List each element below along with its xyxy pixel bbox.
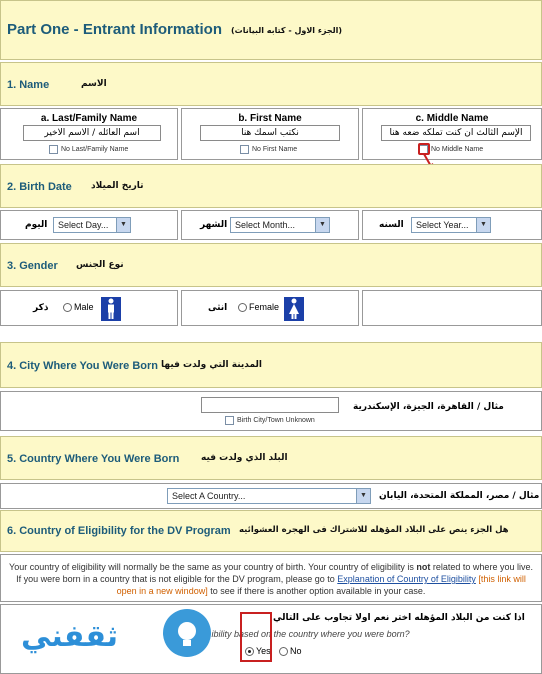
no-last-name-checkbox[interactable] — [49, 145, 58, 154]
city-section-header — [0, 342, 542, 388]
no-first-name-checkbox[interactable] — [240, 145, 249, 154]
day-select-value: Select Day... — [58, 220, 109, 230]
male-radio[interactable] — [63, 303, 72, 312]
gender-empty-cell — [362, 290, 542, 326]
birth-section-title: 2. Birth Date — [7, 181, 72, 193]
info-text-2: related to where you live. If you were born in a country that is not eligible for the DV program, please go to — [16, 562, 533, 584]
male-label: Male — [74, 302, 94, 312]
day-label: اليوم — [25, 220, 48, 230]
logo-text: ثقفني — [21, 619, 119, 654]
female-label: Female — [249, 302, 280, 312]
chevron-down-icon[interactable]: ▼ — [116, 218, 130, 232]
yes-label: Yes — [256, 646, 271, 656]
month-select[interactable] — [230, 217, 330, 233]
gender-section-title-arabic: نوع الجنس — [76, 260, 124, 270]
male-cell[interactable] — [0, 290, 178, 326]
middle-name-cell — [362, 108, 542, 160]
last-name-label: a. Last/Family Name — [40, 113, 138, 124]
eligibility-info — [0, 554, 542, 602]
first-name-label: b. First Name — [238, 113, 302, 124]
male-option[interactable] — [63, 302, 94, 312]
birth-country-select-value: Select A Country... — [172, 491, 246, 501]
birth-year-cell — [362, 210, 542, 240]
birth-city-unknown-label: Birth City/Town Unknown — [237, 417, 315, 424]
birth-day-cell — [0, 210, 178, 240]
site-logo — [15, 605, 215, 667]
last-name-input[interactable]: اسم العائله / الاسم الاخير — [23, 125, 161, 141]
eligibility-explanation-link[interactable]: Explanation of Country of Eligibility — [337, 574, 476, 584]
name-section-title: 1. Name — [7, 79, 50, 91]
no-middle-name-label: No Middle Name — [431, 146, 484, 153]
city-example-arabic: مثال / القاهرة، الجيزة، الإسكندرية — [353, 402, 504, 412]
name-section-header — [0, 62, 542, 106]
no-radio[interactable] — [279, 647, 288, 656]
year-select[interactable] — [411, 217, 491, 233]
birth-city-unknown-option[interactable] — [225, 416, 315, 425]
new-window-note: [this link will open in a new window] — [116, 574, 526, 596]
part-one-header — [0, 0, 542, 60]
no-option[interactable] — [279, 646, 302, 656]
no-label: No — [290, 646, 302, 656]
city-section-title: 4. City Where You Were Born — [7, 360, 158, 372]
city-cell — [0, 391, 542, 431]
female-option[interactable] — [238, 302, 279, 312]
chevron-down-icon[interactable]: ▼ — [356, 489, 370, 503]
country-example-arabic: مثال / مصر، المملكة المتحدة، اليابان — [379, 491, 540, 501]
month-label: الشهر — [200, 220, 228, 230]
female-icon — [284, 297, 304, 321]
male-icon — [101, 297, 121, 321]
country-section-header — [0, 436, 542, 480]
country-cell — [0, 483, 542, 509]
name-section-title-arabic: الاسم — [81, 79, 107, 89]
yes-highlight — [240, 612, 272, 662]
middle-name-input[interactable]: الإسم الثالث ان كنت تملكه ضعه هنا — [381, 125, 531, 141]
birth-section-title-arabic: تاريخ الميلاد — [91, 181, 144, 191]
eligibility-question-arabic: اذا كنت من البلاد المؤهله اختر نعم اولا تجاوب على التالي — [273, 613, 525, 623]
country-section-title: 5. Country Where You Were Born — [7, 453, 180, 465]
year-select-value: Select Year... — [416, 220, 469, 230]
page-title: Part One - Entrant Information — [7, 21, 223, 38]
last-name-cell — [0, 108, 178, 160]
country-section-title-arabic: البلد الذي ولدت فيه — [201, 453, 288, 463]
female-label-arabic: انثى — [208, 303, 228, 313]
birth-section-header — [0, 164, 542, 208]
day-select[interactable] — [53, 217, 131, 233]
info-text-1: Your country of eligibility will normally be the same as your country of birth. Your country of eligibility is — [9, 562, 414, 572]
eligibility-question-english — [201, 629, 410, 639]
gender-section-header — [0, 243, 542, 287]
male-label-arabic: ذكر — [33, 303, 49, 313]
eligibility-section-title-arabic: هل الجزء ينص على البلاد المؤهله للاشتراك فى الهجره العشوائيه — [239, 525, 509, 535]
birth-country-select[interactable] — [167, 488, 371, 504]
first-name-cell — [181, 108, 359, 160]
gender-section-title: 3. Gender — [7, 260, 58, 272]
female-cell[interactable] — [181, 290, 359, 326]
no-last-name-label: No Last/Family Name — [61, 146, 129, 153]
question-text: ibility based on the country where you were born? — [211, 629, 410, 639]
chevron-down-icon[interactable]: ▼ — [315, 218, 329, 232]
no-first-name-option[interactable] — [240, 145, 297, 154]
eligibility-section-header — [0, 510, 542, 552]
info-bold: not — [416, 562, 431, 572]
birth-month-cell — [181, 210, 359, 240]
city-section-title-arabic: المدينة التي ولدت فيها — [161, 360, 262, 370]
birth-city-unknown-checkbox[interactable] — [225, 416, 234, 425]
female-radio[interactable] — [238, 303, 247, 312]
first-name-input[interactable]: نكتب اسمك هنا — [200, 125, 340, 141]
info-text-3: to see if there is another option available in your case. — [210, 586, 426, 596]
birth-city-input[interactable] — [201, 397, 339, 413]
year-label: السنه — [379, 220, 404, 230]
month-select-value: Select Month... — [235, 220, 296, 230]
page-title-arabic: (الجزء الاول - كتابه البيانات) — [231, 26, 343, 35]
middle-name-label: c. Middle Name — [415, 113, 489, 124]
chevron-down-icon[interactable]: ▼ — [476, 218, 490, 232]
no-first-name-label: No First Name — [252, 146, 298, 153]
eligibility-section-title: 6. Country of Eligibility for the DV Program — [7, 525, 231, 537]
no-last-name-option[interactable] — [49, 145, 128, 154]
